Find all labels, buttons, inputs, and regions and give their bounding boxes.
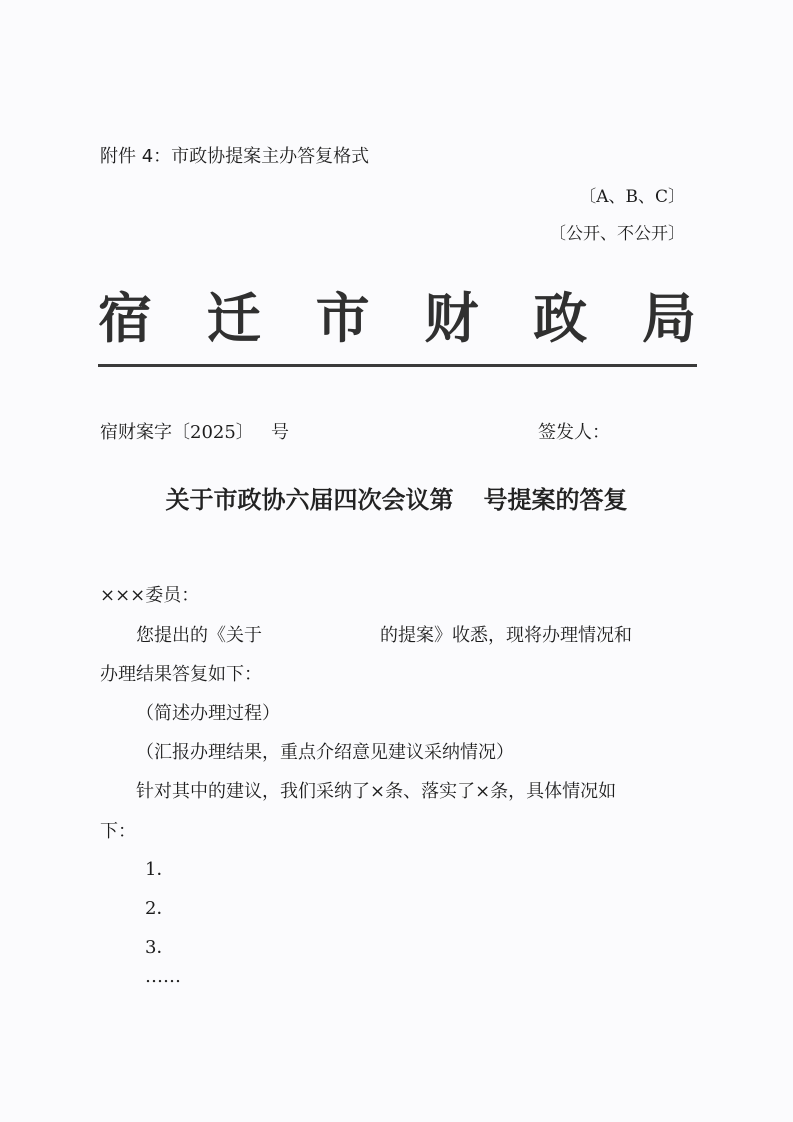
document-number: 宿财案字〔2025〕 号 [100, 422, 289, 443]
document-title [0, 480, 793, 515]
result-placeholder: （汇报办理结果，重点介绍意见建议采纳情况） [136, 742, 514, 763]
title-part-2: 号提案的答复 [483, 485, 628, 514]
agency-char: 迁 [206, 286, 261, 350]
agency-char: 宿 [98, 286, 152, 350]
agency-name [98, 276, 696, 353]
adoption-line-2: 下： [100, 821, 136, 842]
category-classification: 〔A、B、C〕 [579, 187, 685, 207]
header-divider [98, 364, 697, 367]
process-placeholder: （简述办理过程） [136, 703, 280, 724]
agency-char: 局 [641, 286, 696, 350]
salutation: ×××委员： [100, 585, 200, 606]
agency-char: 财 [424, 286, 479, 350]
signer-label: 签发人： [538, 422, 610, 443]
para1-end: 的提案》收悉，现将办理情况和 [380, 625, 632, 646]
disclosure-classification: 〔公开、不公开〕 [549, 224, 685, 244]
adoption-line-1: 针对其中的建议，我们采纳了×条、落实了×条，具体情况如 [136, 781, 617, 802]
list-item: 3． [145, 937, 175, 958]
ellipsis: …… [145, 966, 181, 987]
paragraph-1-line-2: 办理结果答复如下： [100, 664, 262, 685]
attachment-label: 附件 4：市政协提案主办答复格式 [100, 146, 370, 167]
agency-char: 政 [533, 286, 588, 350]
agency-char: 市 [315, 286, 370, 350]
list-item: 2． [145, 898, 175, 919]
list-item: 1． [145, 859, 175, 880]
title-part-1: 关于市政协六届四次会议第 [165, 485, 454, 514]
paragraph-1-line-1 [136, 621, 632, 647]
para1-start: 您提出的《关于 [136, 625, 262, 646]
